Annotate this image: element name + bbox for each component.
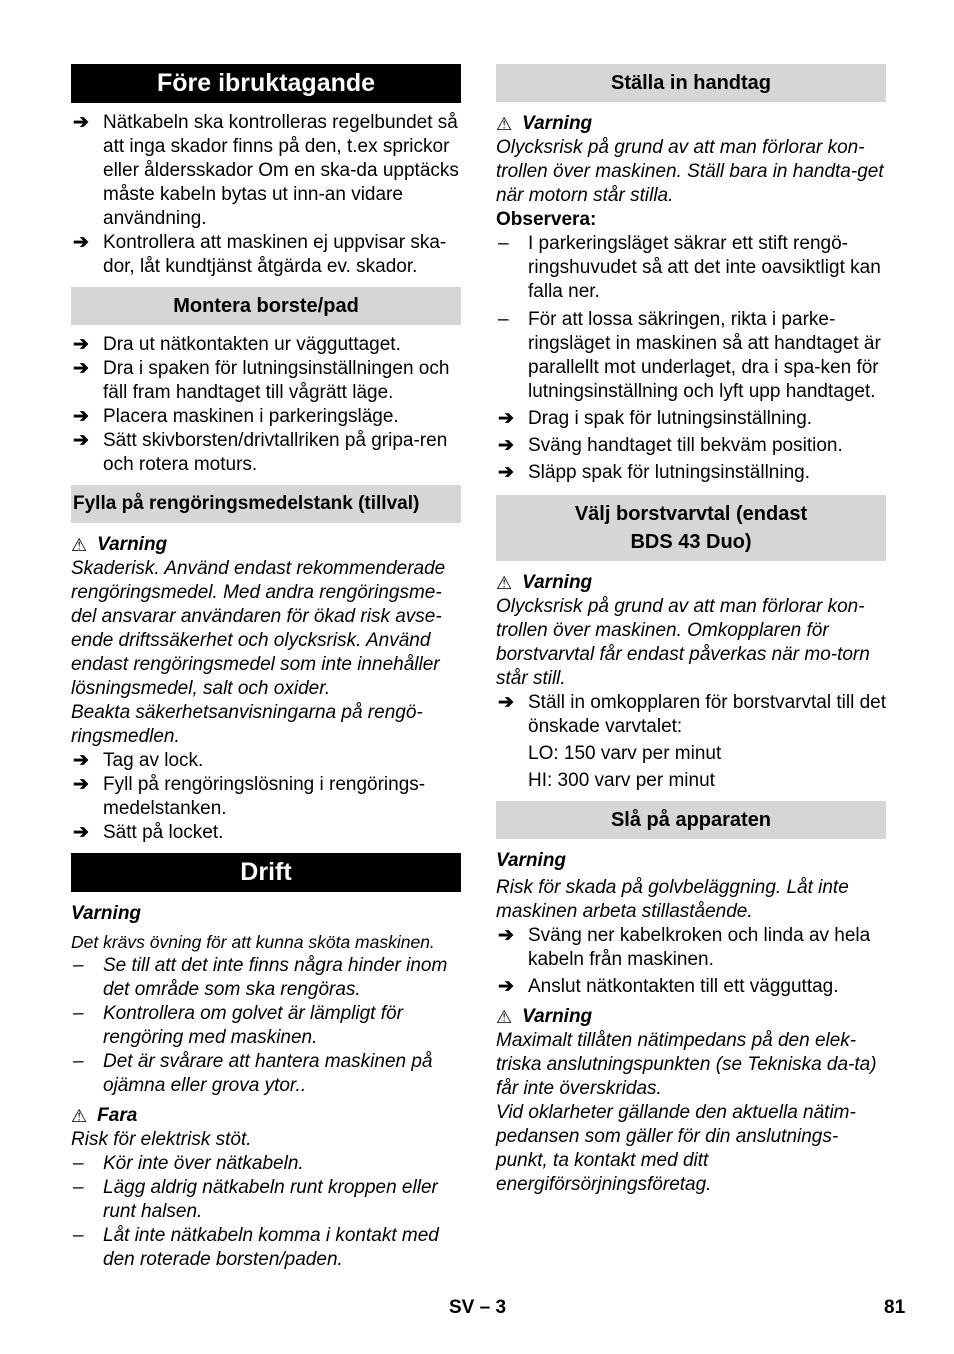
list-item: – Se till att det inte finns några hinder inom det område som ska rengöras.	[73, 955, 448, 1000]
warning-heading: Varning	[71, 903, 142, 924]
warning-heading: ⚠ Varning	[496, 113, 593, 134]
arrow-icon: ➔	[73, 406, 89, 427]
list-item: ➔ Drag i spak för lutningsinställning.	[498, 408, 813, 429]
list-item: ➔ Dra i spaken för lutningsinställningen och fäll fram handtaget till vågrätt läge.	[73, 358, 450, 403]
list-item: ➔ Anslut nätkontakten till ett vägguttag.	[498, 976, 839, 997]
arrow-icon: ➔	[73, 430, 89, 451]
speed-hi: HI: 300 varv per minut	[528, 770, 715, 791]
page-number: 81	[884, 1297, 906, 1318]
list-item: ➔ Släpp spak för lutningsinställning.	[498, 462, 811, 483]
arrow-icon: ➔	[73, 232, 89, 253]
list-item: – Låt inte nätkabeln komma i kontakt med den roterade borsten/paden.	[73, 1225, 439, 1270]
list-item: ➔ Sväng ner kabelkroken och linda av hela kabeln från maskinen.	[498, 925, 871, 970]
warning-triangle-icon: ⚠	[496, 573, 513, 593]
speed-lo: LO: 150 varv per minut	[528, 743, 722, 764]
warning-triangle-icon: ⚠	[496, 1007, 513, 1027]
heading-fylla: Fylla på rengöringsmedelstank (tillval)	[71, 485, 461, 523]
list-item: ➔ Dra ut nätkontakten ur vägguttaget.	[73, 334, 401, 355]
warning-heading: ⚠ Varning	[496, 1006, 593, 1027]
warning-text: Olycksrisk på grund av att man förlorar kon-trollen över maskinen. Ställ bara in handta-get när motorn står stilla.	[496, 137, 884, 206]
warning-triangle-icon: ⚠	[71, 535, 88, 555]
arrow-icon: ➔	[73, 334, 89, 355]
list-item: – I parkeringsläget säkrar ett stift rengö-ringshuvudet så att det inte oavsiktligt kan falla ner.	[498, 233, 881, 302]
arrow-icon: ➔	[73, 822, 89, 843]
warning-text: Det krävs övning för att kunna sköta maskinen.	[71, 932, 435, 952]
list-item: ➔ Kontrollera att maskinen ej uppvisar ska-dor, låt kundtjänst åtgärda ev. skador.	[73, 232, 447, 277]
heading-drift: Drift	[71, 853, 461, 892]
danger-text: Risk för elektrisk stöt.	[71, 1129, 252, 1150]
heading-handtag: Ställa in handtag	[496, 64, 886, 102]
list-item: ➔ Tag av lock.	[73, 750, 204, 771]
list-item: ➔ Sätt på locket.	[73, 822, 224, 843]
list-item: – Det är svårare att hantera maskinen på ojämna eller grova ytor..	[73, 1051, 433, 1096]
heading-sla-pa: Slå på apparaten	[496, 801, 886, 839]
list-item: – För att lossa säkringen, rikta i parke-ringsläget in maskinen så att handtaget är parallellt mot underlaget, dra i spa-ken för lutningsinställning och lyft upp handtaget.	[498, 309, 881, 402]
warning-text: Risk för skada på golvbeläggning. Låt inte maskinen arbeta stillastående.	[496, 877, 849, 922]
arrow-icon: ➔	[498, 435, 514, 456]
arrow-icon: ➔	[73, 358, 89, 379]
arrow-icon: ➔	[73, 774, 89, 795]
arrow-icon: ➔	[498, 462, 514, 483]
warning-heading: Varning	[496, 850, 567, 871]
warning-text: Vid oklarheter gällande den aktuella nätim-pedansen som gäller för din anslutnings-punkt, ta kontakt med ditt energiförsörjningsföretag.	[496, 1102, 856, 1195]
warning-text: Maximalt tillåten nätimpedans på den elek-triska anslutningspunkten (se Tekniska da-ta) får inte överskridas.	[496, 1030, 877, 1099]
arrow-icon: ➔	[73, 750, 89, 771]
arrow-icon: ➔	[498, 925, 514, 946]
arrow-icon: ➔	[498, 976, 514, 997]
heading-fore-ibruktagande: Före ibruktagande	[71, 64, 461, 103]
list-item: ➔ Nätkabeln ska kontrolleras regelbundet så att inga skador finns på den, t.ex sprickor eller åldersskador Om en ska-da upptäcks måste kabeln bytas ut inn-an vidare användning.	[73, 112, 459, 229]
arrow-icon: ➔	[498, 408, 514, 429]
right-column	[496, 64, 886, 1197]
warning-triangle-icon: ⚠	[496, 114, 513, 134]
list-item: ➔ Placera maskinen i parkeringsläge.	[73, 406, 399, 427]
warning-heading: ⚠ Varning	[71, 534, 168, 555]
list-item: – Kör inte över nätkabeln.	[73, 1153, 304, 1174]
list-item: ➔ Sätt skivborsten/drivtallriken på gripa-ren och rotera moturs.	[73, 430, 448, 475]
arrow-icon: ➔	[498, 692, 514, 713]
warning-text: Olycksrisk på grund av att man förlorar kon-trollen över maskinen. Omkopplaren för borstvarvtal får endast påverkas när mo-torn står still.	[496, 596, 870, 689]
danger-heading: ⚠ Fara	[71, 1105, 138, 1126]
list-item: ➔ Sväng handtaget till bekväm position.	[498, 435, 843, 456]
list-item: – Kontrollera om golvet är lämpligt för rengöring med maskinen.	[73, 1003, 403, 1048]
list-item: – Lägg aldrig nätkabeln runt kroppen eller runt halsen.	[73, 1177, 438, 1222]
left-column	[71, 64, 461, 1272]
arrow-icon: ➔	[73, 112, 89, 133]
note-text: Beakta säkerhetsanvisningarna på rengö-ringsmedlen.	[71, 702, 423, 747]
observera-label: Observera:	[496, 209, 597, 230]
footer-section: SV – 3	[449, 1297, 507, 1318]
list-item: ➔ Fyll på rengöringslösning i rengörings-medelstanken.	[73, 774, 426, 819]
heading-borstvarvtal: Välj borstvarvtal (endast BDS 43 Duo)	[496, 495, 886, 561]
warning-text: Skaderisk. Använd endast rekommenderade rengöringsmedel. Med andra rengöringsme-del ansvarar användaren för ökad risk avse-ende driftssäkerhet och olycksrisk. Använd endast rengöringsmedel som inte innehåller lösningsmedel, salt och oxider.	[71, 558, 446, 699]
warning-heading: ⚠ Varning	[496, 572, 593, 593]
heading-montera: Montera borste/pad	[71, 287, 461, 325]
warning-triangle-icon: ⚠	[71, 1106, 88, 1126]
list-item: ➔ Ställ in omkopplaren för borstvarvtal till det önskade varvtalet:	[498, 692, 886, 737]
